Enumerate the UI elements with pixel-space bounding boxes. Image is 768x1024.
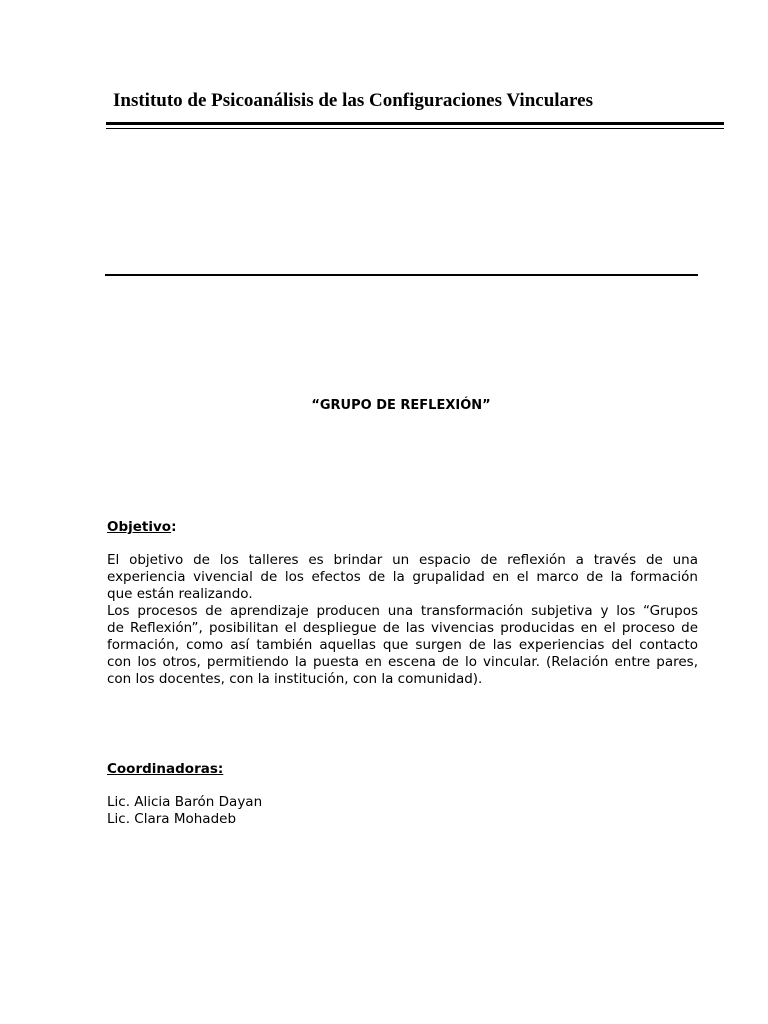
paragraph-line: formación, como así también aquellas que surgen de las experiencias del contacto — [107, 637, 698, 653]
objetivo-paragraph-1 — [107, 552, 698, 603]
paragraph-line: experiencia vivencial de los efectos de la grupalidad en el marco de la formación — [107, 569, 698, 585]
paragraph-line: Los procesos de aprendizaje producen una transformación subjetiva y los “Grupos — [107, 603, 698, 619]
paragraph-line: que están realizando. — [107, 586, 253, 602]
paragraph-line: con los otros, permitiendo la puesta en escena de lo vincular. (Relación entre pares, — [107, 654, 698, 670]
coordinadora-name: Lic. Alicia Barón Dayan — [107, 794, 263, 810]
paragraph-line: de Reflexión”, posibilitan el despliegue de las vivencias producidas en el proceso de — [107, 620, 698, 636]
objetivo-heading — [107, 518, 177, 536]
objetivo-heading-text: Objetivo — [107, 519, 172, 535]
objetivo-heading-colon: : — [171, 519, 177, 535]
document-title: “GRUPO DE REFLEXIÓN” — [311, 398, 491, 413]
coordinadoras-list — [107, 794, 262, 828]
coordinadora-name: Lic. Clara Mohadeb — [107, 811, 237, 827]
section-divider — [105, 274, 698, 276]
institute-name: Instituto de Psicoanálisis de las Configuraciones Vinculares — [113, 90, 593, 111]
paragraph-line: El objetivo de los talleres es brindar un espacio de reflexión a través de una — [107, 552, 698, 568]
coordinadoras-heading-text: Coordinadoras: — [107, 761, 224, 777]
paragraph-line: con los docentes, con la institución, con la comunidad). — [107, 671, 483, 687]
header-rule-thin — [106, 128, 724, 129]
header-rule-thick — [106, 122, 724, 125]
coordinadoras-heading — [107, 760, 223, 778]
objetivo-paragraph-2 — [107, 603, 698, 688]
